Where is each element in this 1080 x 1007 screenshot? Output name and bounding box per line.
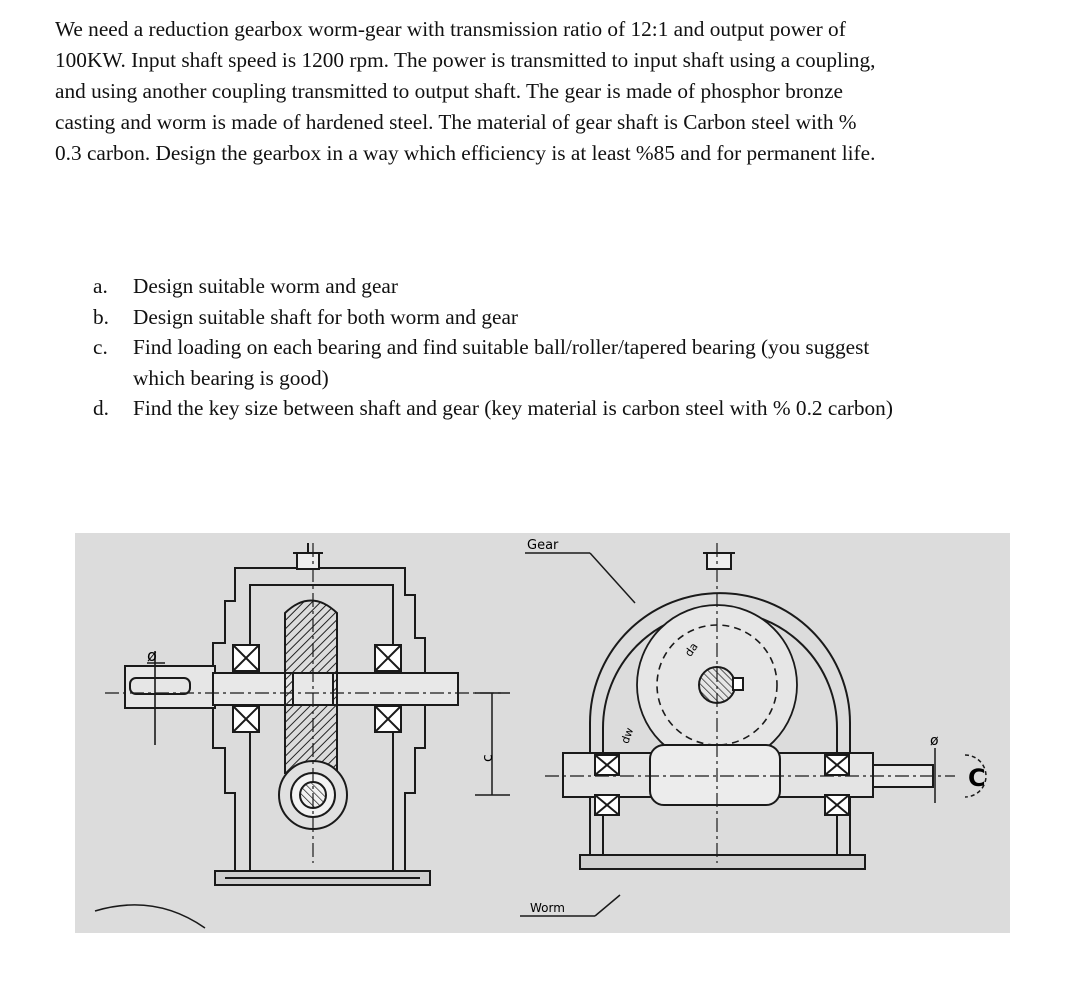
gearbox-drawing — [75, 533, 1010, 933]
phi-label-left: ø — [147, 646, 157, 665]
bearing-worm-left-bottom — [595, 795, 619, 815]
problem-line: and using another coupling transmitted to output shaft. The gear is made of phosphor bronze — [55, 79, 844, 103]
problem-statement — [55, 14, 1040, 169]
da-label: da — [682, 640, 701, 660]
end-view — [545, 543, 986, 869]
task-marker: a. — [93, 274, 108, 298]
task-item-c — [93, 332, 1053, 393]
task-text: Design suitable shaft for both worm and gear — [133, 304, 519, 329]
task-text: Find loading on each bearing and find suitable ball/roller/tapered bearing (you suggest — [133, 335, 870, 359]
bearing-left-bottom — [233, 706, 259, 732]
dimension-c-label: c — [480, 754, 496, 762]
bearing-worm-right-top — [825, 755, 849, 775]
task-text-continuation: which bearing is good) — [133, 365, 329, 390]
bearing-worm-right-bottom — [825, 795, 849, 815]
problem-line: casting and worm is made of hardened steel. The material of gear shaft is Carbon steel with % — [55, 110, 857, 134]
bearing-right-bottom — [375, 706, 401, 732]
side-section-view — [105, 543, 505, 885]
gearbox-drawing-svg — [75, 533, 1010, 933]
gear-label: Gear — [527, 538, 559, 553]
problem-line: We need a reduction gearbox worm-gear with transmission ratio of 12:1 and output power of — [55, 17, 846, 41]
worm-label: Worm — [530, 901, 565, 915]
task-item-b — [93, 302, 1053, 333]
task-marker: d. — [93, 396, 109, 420]
dw-label: dw — [618, 725, 637, 746]
task-list — [93, 271, 1053, 424]
task-item-d — [93, 393, 1053, 424]
task-marker: c. — [93, 335, 108, 359]
phi-label-right: ø — [930, 733, 939, 749]
problem-line: 0.3 carbon. Design the gearbox in a way which efficiency is at least %85 and for permanent life. — [55, 141, 876, 165]
task-marker: b. — [93, 304, 109, 329]
bearing-right-top — [375, 645, 401, 671]
dimension-c — [475, 693, 510, 795]
task-text: Find the key size between shaft and gear (key material is carbon steel with % 0.2 carbon) — [133, 396, 893, 420]
coupling-label: C — [968, 764, 986, 792]
task-item-a — [93, 271, 1053, 302]
bearing-left-top — [233, 645, 259, 671]
task-text: Design suitable worm and gear — [133, 274, 398, 298]
bearing-worm-left-top — [595, 755, 619, 775]
problem-line: 100KW. Input shaft speed is 1200 rpm. The power is transmitted to input shaft using a coupling, — [55, 48, 876, 72]
